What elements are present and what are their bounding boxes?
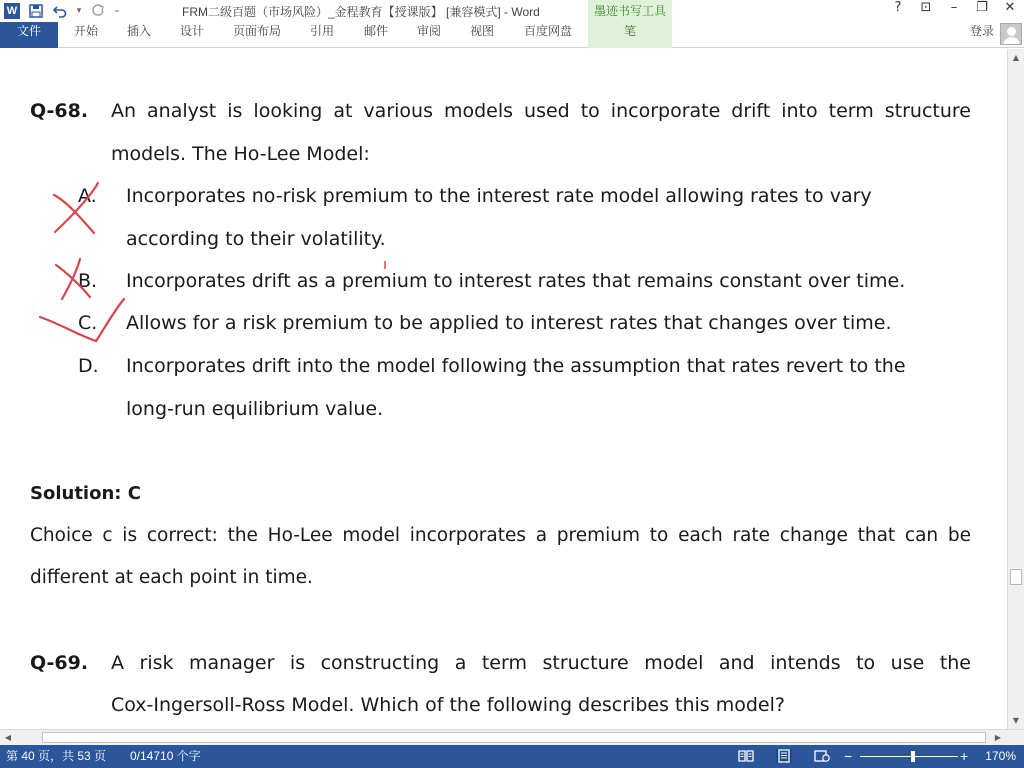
question-stem-line: Cox-Ingersoll-Ross Model. Which of the following describes this model? xyxy=(111,694,785,716)
web-layout-icon[interactable] xyxy=(814,749,830,763)
word-logo-icon: W xyxy=(4,3,20,19)
restore-icon[interactable]: ❐ xyxy=(976,0,988,15)
option-letter: B. xyxy=(78,270,98,292)
avatar[interactable] xyxy=(1000,23,1022,45)
tab-insert[interactable]: 插入 xyxy=(126,24,151,38)
option-text: Incorporates drift as a premium to interest rates that remains constant over time. xyxy=(126,270,906,292)
zoom-slider-thumb[interactable] xyxy=(911,751,915,762)
horizontal-scrollbar[interactable] xyxy=(0,729,1024,745)
option-text: long-run equilibrium value. xyxy=(126,398,384,420)
zoom-level[interactable]: 170% xyxy=(985,749,1016,763)
minimize-icon[interactable]: – xyxy=(950,0,958,15)
document-page xyxy=(0,49,1007,729)
question-number: Q-69. xyxy=(30,652,89,674)
tab-page-layout[interactable]: 页面布局 xyxy=(232,24,281,38)
scroll-right-icon[interactable]: ▶ xyxy=(994,733,1002,742)
tab-file[interactable]: 文件 xyxy=(0,22,58,48)
print-layout-icon[interactable] xyxy=(776,749,792,763)
scroll-up-icon[interactable]: ▲ xyxy=(1012,53,1020,62)
help-icon[interactable]: ? xyxy=(894,0,902,15)
tab-review[interactable]: 审阅 xyxy=(416,24,441,38)
tab-pen[interactable]: 笔 xyxy=(588,22,672,48)
save-icon[interactable] xyxy=(28,3,44,19)
tab-design[interactable]: 设计 xyxy=(179,24,204,38)
solution-text-line: different at each point in time. xyxy=(30,567,313,588)
zoom-in-icon[interactable]: + xyxy=(960,748,969,764)
option-letter: D. xyxy=(78,355,99,377)
vertical-scroll-thumb[interactable] xyxy=(1010,569,1022,585)
close-icon[interactable]: ✕ xyxy=(1004,0,1016,15)
tab-mailings[interactable]: 邮件 xyxy=(363,24,388,38)
zoom-slider[interactable] xyxy=(860,756,958,757)
scroll-down-icon[interactable]: ▼ xyxy=(1012,716,1020,725)
word-count-status[interactable]: 0/14710 个字 xyxy=(130,749,201,763)
tab-references[interactable]: 引用 xyxy=(309,24,334,38)
horizontal-scroll-thumb[interactable] xyxy=(42,732,986,743)
vertical-scrollbar[interactable] xyxy=(1007,49,1024,729)
option-text: Allows for a risk premium to be applied to interest rates that changes over time. xyxy=(126,312,892,334)
tab-view[interactable]: 视图 xyxy=(469,24,494,38)
tab-baidu-netdisk[interactable]: 百度网盘 xyxy=(523,24,572,38)
read-mode-icon[interactable] xyxy=(738,749,754,763)
document-title: FRM二级百题（市场风险）_金程教育【授课版】 [兼容模式] - Word xyxy=(182,5,540,19)
question-number: Q-68. xyxy=(30,100,89,122)
status-bar xyxy=(0,745,1024,768)
ink-tools-context-title: 墨迹书写工具 xyxy=(588,0,672,22)
option-text: according to their volatility. xyxy=(126,228,386,250)
option-text: Incorporates no-risk premium to the interest rate model allowing rates to vary xyxy=(126,185,872,207)
login-link[interactable]: 登录 xyxy=(969,24,994,38)
question-stem-line: A risk manager is constructing a term structure model and intends to use the xyxy=(111,652,971,674)
zoom-out-icon[interactable]: − xyxy=(844,748,853,764)
title-bar xyxy=(0,0,1024,22)
option-text: Incorporates drift into the model following the assumption that rates revert to the xyxy=(126,355,906,377)
undo-icon[interactable] xyxy=(52,3,68,19)
option-letter: C. xyxy=(78,312,98,334)
ribbon-tab-bar xyxy=(0,22,1024,48)
question-stem-line: An analyst is looking at various models used to incorporate drift into term structure xyxy=(111,100,971,122)
page-count-status[interactable]: 第 40 页，共 53 页 xyxy=(6,749,107,763)
document-area[interactable] xyxy=(0,49,1007,729)
question-stem-line: models. The Ho-Lee Model: xyxy=(111,143,370,165)
option-letter: A. xyxy=(78,185,97,207)
ribbon-display-options-icon[interactable]: ⊡ xyxy=(920,0,932,15)
quick-access-toolbar xyxy=(4,2,120,20)
tab-home[interactable]: 开始 xyxy=(73,24,98,38)
solution-text-line: Choice c is correct: the Ho-Lee model incorporates a premium to each rate change that can be xyxy=(30,525,971,546)
customize-qat-icon[interactable]: ₌ xyxy=(114,6,120,16)
redo-icon[interactable] xyxy=(90,3,106,19)
solution-heading: Solution: C xyxy=(30,483,141,504)
window-controls xyxy=(884,0,1024,22)
undo-dropdown-icon[interactable]: ▾ xyxy=(76,6,82,16)
scroll-left-icon[interactable]: ◀ xyxy=(4,733,12,742)
